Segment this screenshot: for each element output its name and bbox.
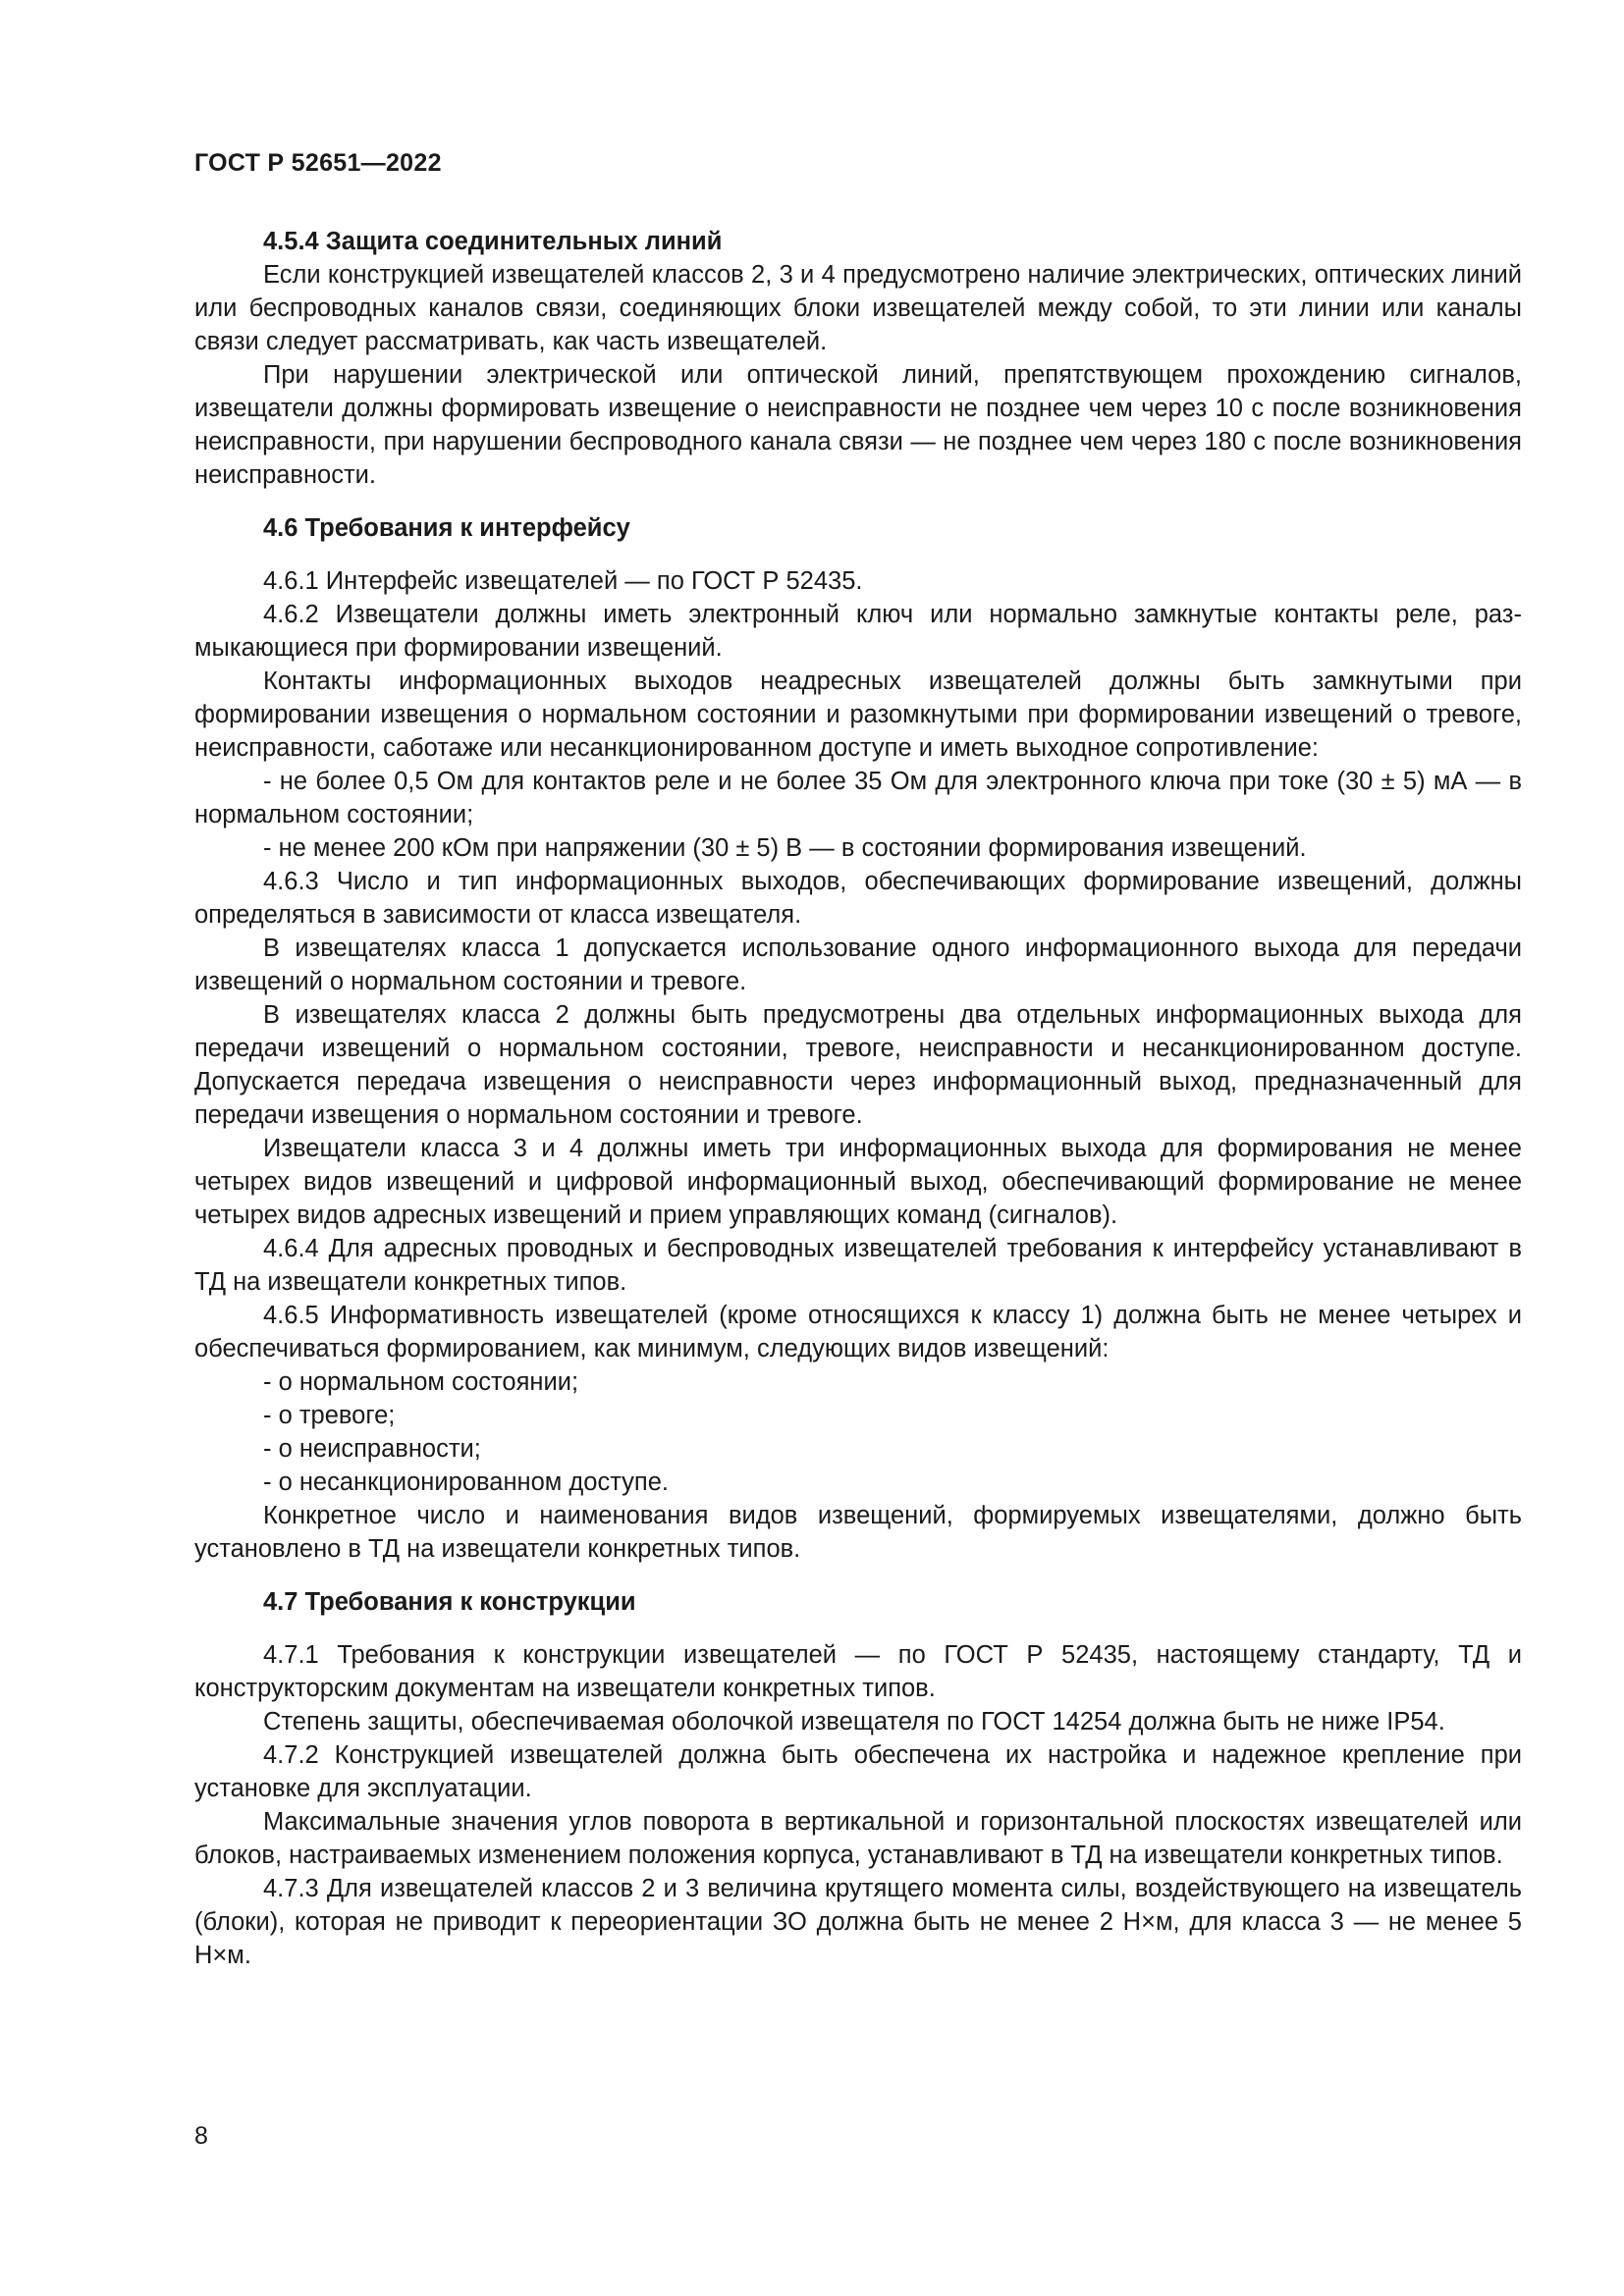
document-body (194, 225, 1522, 1972)
paragraph: 4.7.2 Конструкцией извещателей должна быть обеспечена их настройка и надежное крепление при установке для эксплуатации. (194, 1741, 1522, 1802)
paragraph: 4.6.4 Для адресных проводных и беспроводных извещателей требования к интерфейсу устанавливают в ТД на извещатели конкретных типов. (194, 1235, 1522, 1296)
document-header: ГОСТ Р 52651—2022 (194, 149, 442, 177)
list-item: - не менее 200 кОм при напряжении (30 ± 5) В — в состоянии формирования извещений. (263, 834, 1307, 862)
paragraph: Степень защиты, обеспечиваемая оболочкой извещателя по ГОСТ 14254 должна быть не ниже IP54. (263, 1708, 1445, 1735)
paragraph: 4.6.5 Информативность извещателей (кроме относящихся к классу 1) должна быть не менее четырех и обеспечиваться формированием, как минимум, следующих видов извещений: (194, 1302, 1522, 1362)
section-title-4-6: 4.6 Требования к интерфейсу (263, 514, 630, 542)
paragraph: При нарушении электрической или оптической линий, препятствующем прохождению сигналов, извещатели должны формировать извещение о неисправности не позднее чем через 10 с после возникновения неисправности, при нарушении беспроводного канала связи — не позднее чем через 180 с после возникновения неисправности. (194, 361, 1522, 489)
paragraph: Максимальные значения углов поворота в вертикальной и горизонтальной плоскостях извещателей или блоков, настраиваемых изменением положения корпуса, устанавливают в ТД на извещатели конкретных типов. (194, 1808, 1522, 1869)
list-item: - о несанкционированном доступе. (263, 1468, 670, 1496)
list-item: - о неисправности; (263, 1435, 481, 1463)
paragraph: 4.7.3 Для извещателей классов 2 и 3 величина крутящего момента силы, воздействующего на извещатель (блоки), которая не приводит к переориентации ЗО должна быть не менее 2 Н×м, для класса 3 — не менее 5 Н×м. (194, 1875, 1522, 1969)
paragraph: Конкретное число и наименования видов извещений, формируемых извещателями, должно быть установлено в ТД на извещатели конкретных типов. (194, 1502, 1522, 1563)
section-title-4-5-4: 4.5.4 Защита соединительных линий (263, 228, 723, 255)
paragraph: 4.6.3 Число и тип информационных выходов, обеспечивающих формирование извещений, должны определяться в зависимости от класса извещателя. (194, 868, 1522, 929)
paragraph: 4.7.1 Требования к конструкции извещателей — по ГОСТ Р 52435, настоящему стандарту, ТД и конструкторским документам на извещатели конкретных типов. (194, 1641, 1522, 1702)
paragraph: Контакты информационных выходов неадресных извещателей должны быть замкнутыми при формировании извещения о нормальном состоянии и разомкнутыми при формировании извещений о тревоге, неисправности, саботаже или несанкционированном доступе и иметь выходное сопротивление: (194, 667, 1522, 762)
section-title-4-7: 4.7 Требования к конструкции (263, 1588, 636, 1616)
list-item: - о нормальном состоянии; (263, 1368, 579, 1396)
page-number: 8 (194, 2122, 208, 2150)
paragraph: 4.6.2 Извещатели должны иметь электронный ключ или нормально замкнутые контакты реле, размыкающиеся при формировании извещений. (194, 601, 1522, 662)
paragraph: В извещателях класса 2 должны быть предусмотрены два отдельных информационных выхода для передачи извещений о нормальном состоянии, тревоге, неисправности и несанкционированном доступе. Допускается передача извещения о неисправности через информационный выход, предназначенный для передачи извещения о нормальном состоянии и тревоге. (194, 1001, 1522, 1129)
paragraph: 4.6.1 Интерфейс извещателей — по ГОСТ Р 52435. (263, 567, 863, 595)
list-item: - не более 0,5 Ом для контактов реле и не более 35 Ом для электронного ключа при токе (30 ± 5) мА — в нормальном состоянии; (194, 768, 1522, 828)
paragraph: Извещатели класса 3 и 4 должны иметь три информационных выхода для формирования не менее четырех видов извещений и цифровой информационный выход, обеспечивающий формирование не менее четырех видов адресных извещений и прием управляющих команд (сигналов). (194, 1135, 1522, 1229)
paragraph: Если конструкцией извещателей классов 2, 3 и 4 предусмотрено наличие электрических, оптических линий или беспроводных каналов связи, соединяющих блоки извещателей между собой, то эти линии или каналы связи следует рассматривать, как часть извещателей. (194, 261, 1522, 355)
paragraph: В извещателях класса 1 допускается использование одного информационного выхода для передачи извещений о нормальном состоянии и тревоге. (194, 934, 1522, 995)
list-item: - о тревоге; (263, 1402, 396, 1429)
